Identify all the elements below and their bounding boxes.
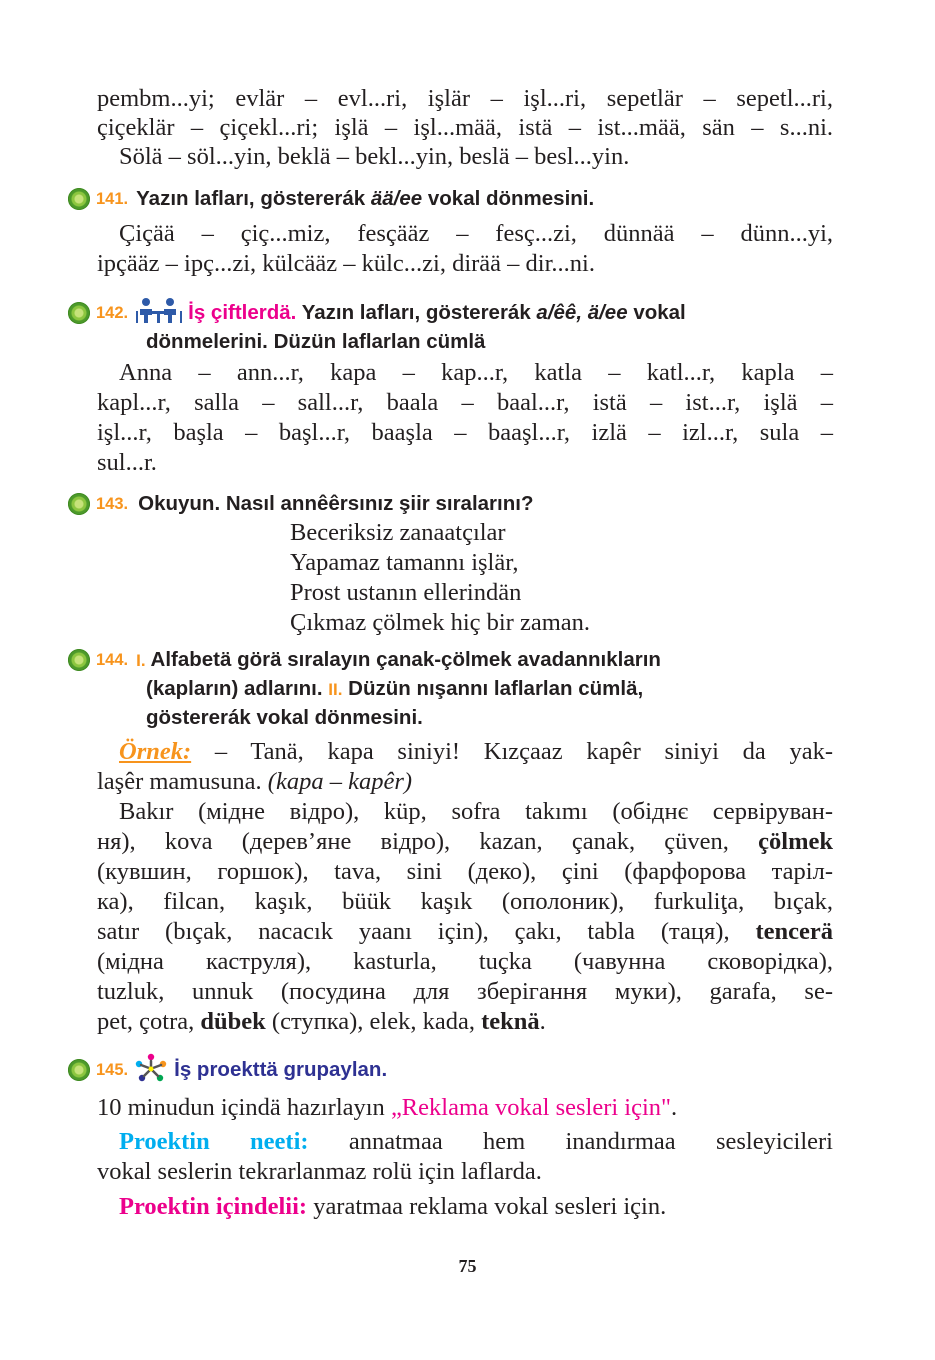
poem-line: Beceriksiz zanaatçılar: [290, 519, 506, 546]
pair-work-icon: [134, 297, 184, 329]
example-line: laşêr mamusuna. (kapa – kapêr): [97, 768, 413, 795]
text-line: ipçääz – ipç...zi, külcääz – külc...zi, dirää – dir...ni.: [97, 250, 595, 277]
task-number: 145.: [96, 1060, 129, 1079]
poem-line: Yapamaz tamannı işlär,: [290, 549, 519, 576]
task-number: 142.: [96, 303, 129, 322]
text-line: pembm...yi; evlär – evl...ri, işlär – işl...ri, sepetlär – sepetl...ri,: [97, 85, 833, 112]
task-heading: İş proekttä grupaylan.: [174, 1058, 388, 1081]
task-143-header: [68, 492, 533, 516]
text-line: pet, çotra, dübek (ступка), elek, kada, teknä.: [97, 1008, 546, 1035]
green-bullet-icon: [68, 493, 90, 515]
task-142-header: [68, 301, 686, 325]
text-line: (мідна каструля), kasturla, tuçka (чавунна сковорідка),: [97, 948, 833, 975]
example-line: Örnek: – Tanä, kapa siniyi! Kızçaaz kapêr siniyi da yak-: [119, 738, 833, 765]
green-bullet-icon: [68, 649, 90, 671]
text-line: Proektin içindelii: yaratmaa reklama vokal sesleri için.: [119, 1193, 667, 1220]
text-line: Sölä – söl...yin, beklä – bekl...yin, beslä – besl...yin.: [119, 143, 630, 170]
task-heading-line3: göstererák vokal dönmesini.: [146, 706, 423, 729]
group-project-icon: [134, 1053, 168, 1087]
text-line: (кувшин, горшок), tava, sini (деко), çini (фарфорова таріл-: [97, 858, 833, 885]
task-heading: Okuyun. Nasıl annêêrsınız şiir sıralarını?: [138, 492, 534, 515]
task-141-header: [68, 187, 594, 211]
text-line: Bakır (мідне відро), küp, sofra takımı (обіднє сервіруван-: [119, 798, 833, 825]
text-line: 10 minudun içindä hazırlayın „Reklama vokal sesleri için".: [97, 1094, 678, 1121]
poem-line: Çıkmaz çölmek hiç bir zaman.: [290, 609, 591, 636]
text-line: Proektin neeti: annatmaa hem inandırmaa sesleyicileri: [119, 1128, 833, 1155]
task-number: 143.: [96, 494, 129, 513]
task-144-header: [68, 648, 661, 672]
text-line: işl...r, başla – başl...r, baaşla – baaşl...r, izlä – izl...r, sula –: [97, 419, 833, 446]
task-heading: İş çiftlerdä. Yazın lafları, göstererák a/êê, ä/ee vokal: [188, 301, 686, 324]
text-line: ка), filcan, kaşık, büük kaşık (ополоник), furkuliţa, bıçak,: [97, 888, 833, 915]
text-line: kapl...r, salla – sall...r, baala – baal...r, istä – ist...r, işlä –: [97, 389, 833, 416]
green-bullet-icon: [68, 302, 90, 324]
text-line: sul...r.: [97, 449, 157, 476]
page-number: 75: [458, 1256, 477, 1276]
content-label: Proektin içindelii:: [119, 1193, 308, 1220]
green-bullet-icon: [68, 1059, 90, 1081]
task-number: 144.: [96, 650, 129, 669]
task-145-header: [68, 1058, 387, 1082]
text-line: satır (bıçak, nacacık yaanı için), çakı, tabla (таця), tencerä: [97, 918, 833, 945]
text-line: çiçeklär – çiçekl...ri; işlä – işl...mää, istä – ist...mää, sän – s...ni.: [97, 114, 833, 141]
task-number: 141.: [96, 189, 129, 208]
text-line: Çiçää – çiç...miz, fesçääz – fesç...zi, dünnää – dünn...yi,: [119, 220, 833, 247]
task-heading: Yazın lafları, göstererák ää/ee vokal dönmesini.: [136, 187, 595, 210]
task-heading-line2: dönmelerini. Düzün laflarlan cümlä: [146, 330, 486, 353]
text-line: Anna – ann...r, kapa – kap...r, katla – katl...r, kapla –: [119, 359, 833, 386]
aim-label: Proektin neeti:: [119, 1128, 309, 1155]
text-line: tuzluk, unnuk (посудина для зберігання муки), garafa, se-: [97, 978, 833, 1005]
text-line: ня), kova (дерев’яне відро), kazan, çanak, çüven, çölmek: [97, 828, 833, 855]
poem-line: Prost ustanın ellerindän: [290, 579, 522, 606]
text-line: vokal seslerin tekrarlanmaz rolü için laflarda.: [97, 1158, 542, 1185]
example-label: Örnek:: [119, 738, 192, 765]
task-heading: I. Alfabetä görä sıralayın çanak-çölmek avadannıkların: [136, 648, 661, 671]
green-bullet-icon: [68, 188, 90, 210]
task-heading-line2: (kapların) adlarını. II. Düzün nışannı laflarlan cümlä,: [146, 677, 644, 700]
